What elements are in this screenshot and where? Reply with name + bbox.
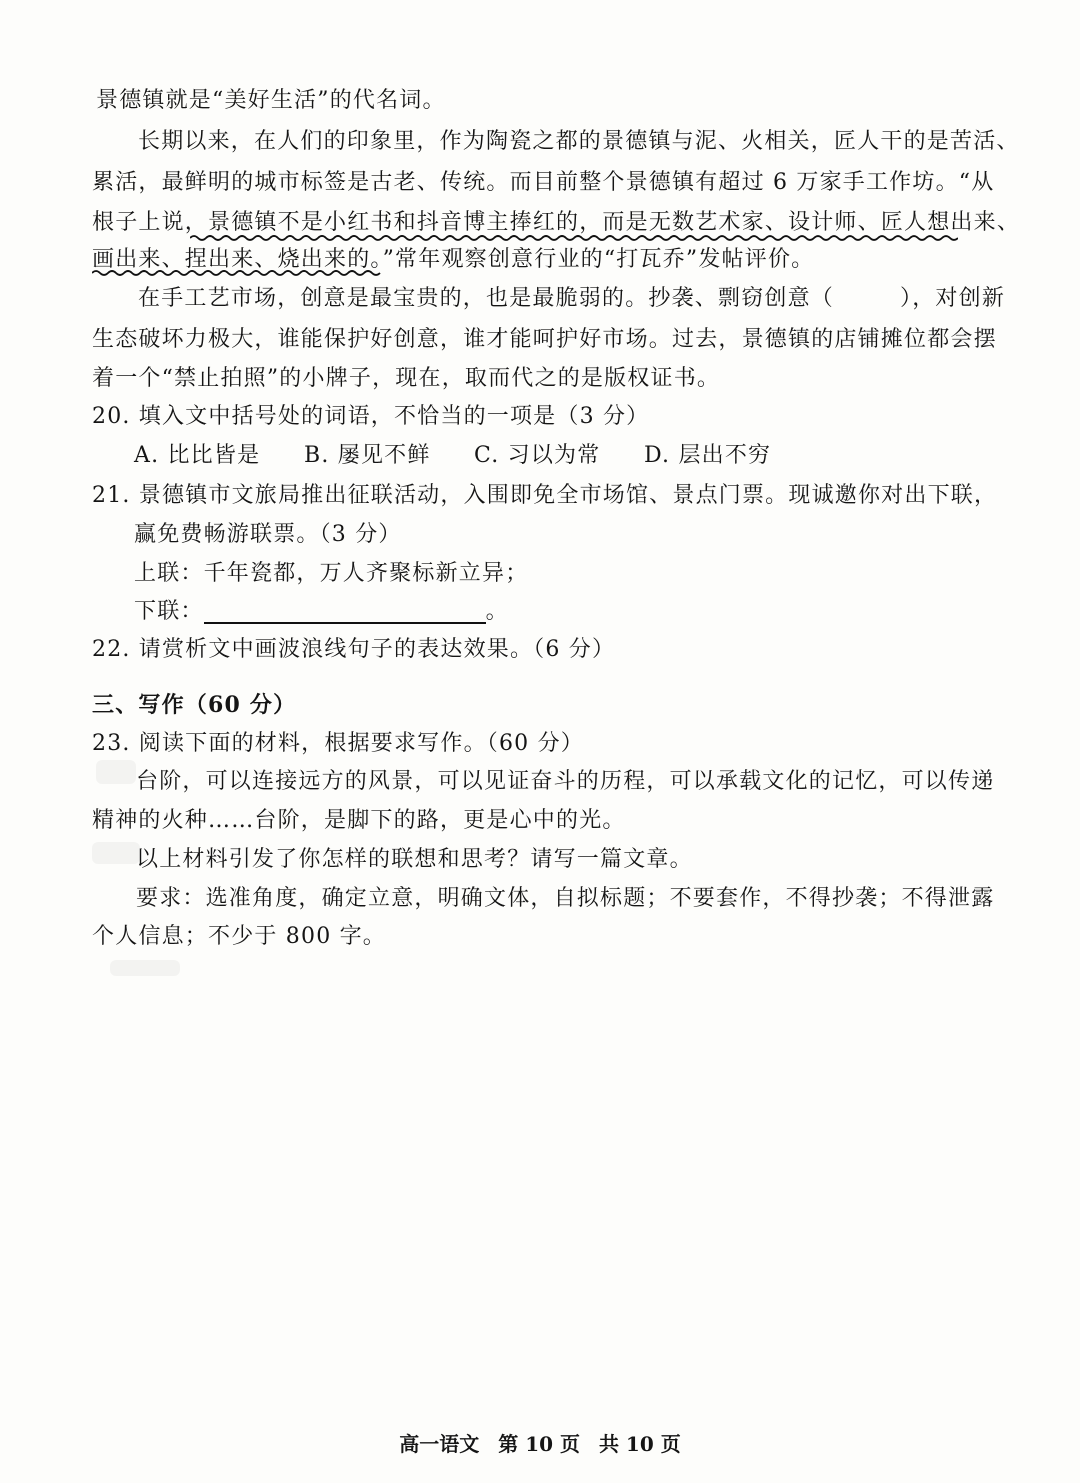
passage-line-5-end: ”常年观察创意行业的“打瓦乔”发帖评价。 [382, 247, 815, 272]
question-23-stem: 23. 阅读下面的材料，根据要求写作。（60 分） [92, 731, 584, 756]
section-3-heading: 三、写作（60 分） [92, 692, 297, 718]
option-a: A. 比比皆是 [134, 443, 261, 468]
material-line-2: 精神的火种……台阶，是脚下的路，更是心中的光。 [92, 808, 626, 833]
page-footer [0, 1428, 1080, 1457]
wavy-sentence-part-2: 画出来、捏出来、烧出来的。 [92, 247, 383, 272]
passage-line-3: 累活，最鲜明的城市标签是古老、传统。而目前整个景德镇有超过 6 万家手工作坊。“从 [92, 170, 995, 195]
couplet-lower-end: 。 [485, 599, 509, 624]
couplet-answer-line [204, 600, 486, 624]
wavy-underline [92, 268, 382, 278]
scan-smudge [96, 760, 136, 784]
scan-smudge [110, 960, 180, 976]
passage-line-4-start: 根子上说， [92, 210, 209, 235]
question-20-options [134, 441, 771, 471]
couplet-lower-label: 下联： [134, 599, 204, 624]
wavy-underline [190, 233, 958, 243]
passage-line-6 [138, 284, 1005, 314]
question-22-stem: 22. 请赏析文中画波浪线句子的表达效果。（6 分） [92, 637, 616, 662]
option-b: B. 屡见不鲜 [304, 443, 431, 468]
passage-line-1: 景德镇就是“美好生活”的代名词。 [96, 88, 446, 113]
question-21-stem-2: 赢免费畅游联票。（3 分） [134, 522, 402, 547]
couplet-upper: 上联：千年瓷都，万人齐聚标新立异； [134, 561, 529, 586]
footer-total-pages: 共 10 页 [598, 1432, 681, 1456]
passage-line-6-start: 在手工艺市场，创意是最宝贵的，也是最脆弱的。抄袭、剽窃创意（ [138, 286, 835, 311]
option-c: C. 习以为常 [474, 443, 601, 468]
scan-smudge [92, 842, 140, 864]
writing-prompt: 以上材料引发了你怎样的联想和思考？请写一篇文章。 [136, 847, 693, 872]
wavy-sentence-part-1: 景德镇不是小红书和抖音博主捧红的，而是无数艺术家、设计师、匠人想出来、 [208, 210, 1021, 235]
question-21-stem-1: 21. 景德镇市文旅局推出征联活动，入围即免全市场馆、景点门票。现诚邀你对出下联， [92, 483, 998, 508]
requirements-line-2: 个人信息；不少于 800 字。 [92, 924, 386, 949]
requirements-line-1: 要求：选准角度，确定立意，明确文体，自拟标题；不要套作，不得抄袭；不得泄露 [136, 886, 995, 911]
couplet-lower [134, 597, 509, 627]
footer-subject: 高一语文 [399, 1432, 480, 1456]
passage-line-6-end: ），对创新 [900, 286, 1006, 311]
passage-line-8: 着一个“禁止拍照”的小牌子，现在，取而代之的是版权证书。 [92, 366, 721, 391]
material-line-1: 台阶，可以连接远方的风景，可以见证奋斗的历程，可以承载文化的记忆，可以传递 [136, 769, 995, 794]
footer-page-number: 第 10 页 [498, 1432, 580, 1456]
passage-line-7: 生态破坏力极大，谁能保护好创意，谁才能呵护好市场。过去，景德镇的店铺摊位都会摆 [92, 327, 997, 352]
option-d: D. 层出不穷 [644, 443, 772, 468]
passage-line-2: 长期以来，在人们的印象里，作为陶瓷之都的景德镇与泥、火相关，匠人干的是苦活、 [138, 129, 1020, 154]
question-20-stem: 20. 填入文中括号处的词语，不恰当的一项是（3 分） [92, 404, 650, 429]
